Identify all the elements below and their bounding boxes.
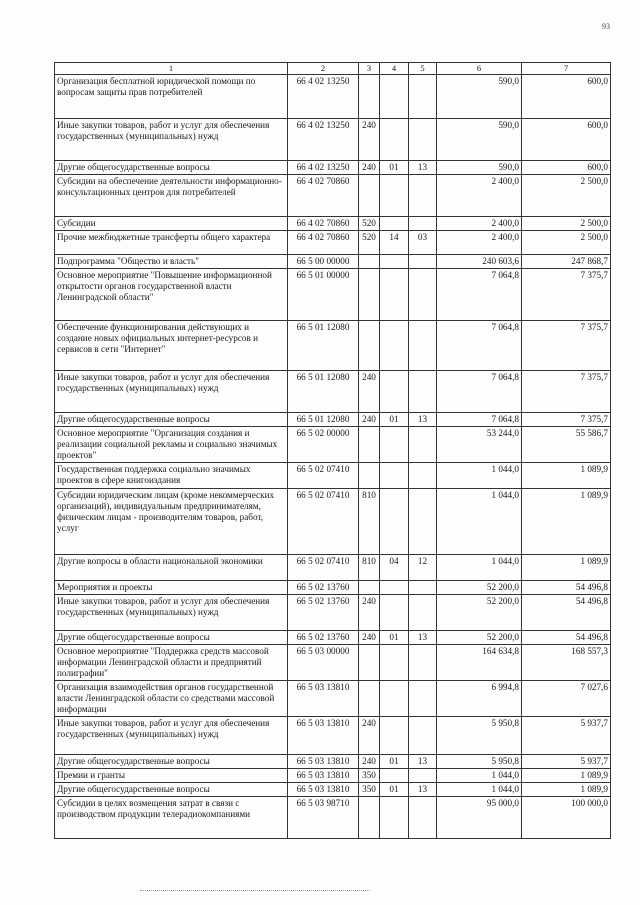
section-cell — [380, 489, 409, 555]
subsection-cell — [409, 269, 437, 321]
expense-type-cell: 240 — [359, 755, 380, 769]
amount-year1-cell: 53 244,0 — [437, 427, 522, 463]
amount-year2-cell: 100 000,0 — [522, 797, 611, 839]
amount-year1-cell: 6 994,8 — [437, 681, 522, 717]
amount-year2-cell: 54 496,8 — [522, 595, 611, 631]
expense-type-cell: 810 — [359, 555, 380, 581]
item-name-cell: Субсидии на обеспечение деятельности информационно-консультационных центров для потребителей — [55, 175, 288, 217]
expense-type-cell — [359, 681, 380, 717]
amount-year2-cell: 600,0 — [522, 161, 611, 175]
table-row — [55, 797, 611, 839]
table-row — [55, 555, 611, 581]
amount-year1-cell: 95 000,0 — [437, 797, 522, 839]
budget-table — [54, 62, 611, 839]
amount-year2-cell: 5 937,7 — [522, 755, 611, 769]
amount-year1-cell: 590,0 — [437, 161, 522, 175]
target-code-cell: 66 5 02 00000 — [288, 427, 359, 463]
section-cell — [380, 769, 409, 783]
table-row — [55, 769, 611, 783]
amount-year1-cell: 2 400,0 — [437, 231, 522, 255]
target-code-cell: 66 4 02 70860 — [288, 175, 359, 217]
target-code-cell: 66 4 02 70860 — [288, 231, 359, 255]
subsection-cell: 13 — [409, 161, 437, 175]
section-cell — [380, 175, 409, 217]
section-cell — [380, 681, 409, 717]
subsection-cell: 03 — [409, 231, 437, 255]
item-name-cell: Государственная поддержка социально значимых проектов в сфере книгоиздания — [55, 463, 288, 489]
subsection-cell — [409, 595, 437, 631]
target-code-cell: 66 5 02 13760 — [288, 595, 359, 631]
target-code-cell: 66 5 03 13810 — [288, 717, 359, 755]
amount-year2-cell: 7 375,7 — [522, 413, 611, 427]
expense-type-cell — [359, 427, 380, 463]
target-code-cell: 66 5 01 12080 — [288, 413, 359, 427]
item-name-cell: Другие вопросы в области национальной экономики — [55, 555, 288, 581]
section-cell: 14 — [380, 231, 409, 255]
target-code-cell: 66 5 00 00000 — [288, 255, 359, 269]
amount-year1-cell: 7 064,8 — [437, 321, 522, 371]
expense-type-cell: 240 — [359, 631, 380, 645]
section-cell — [380, 595, 409, 631]
amount-year1-cell: 52 200,0 — [437, 595, 522, 631]
amount-year2-cell: 2 500,0 — [522, 175, 611, 217]
section-cell: 01 — [380, 755, 409, 769]
section-cell: 04 — [380, 555, 409, 581]
expense-type-cell — [359, 797, 380, 839]
expense-type-cell — [359, 175, 380, 217]
subsection-cell — [409, 321, 437, 371]
table-row — [55, 681, 611, 717]
expense-type-cell — [359, 75, 380, 119]
table-row — [55, 463, 611, 489]
amount-year2-cell: 1 089,9 — [522, 769, 611, 783]
table-row — [55, 717, 611, 755]
subsection-cell — [409, 645, 437, 681]
item-name-cell: Другие общегосударственные вопросы — [55, 631, 288, 645]
item-name-cell: Другие общегосударственные вопросы — [55, 783, 288, 797]
amount-year2-cell: 2 500,0 — [522, 231, 611, 255]
expense-type-cell — [359, 269, 380, 321]
expense-type-cell — [359, 255, 380, 269]
amount-year1-cell: 1 044,0 — [437, 769, 522, 783]
subsection-cell: 13 — [409, 755, 437, 769]
section-cell — [380, 717, 409, 755]
item-name-cell: Субсидии юридическим лицам (кроме некоммерческих организаций), индивидуальным предпринимателям, физическим лицам - производителям товаров, работ, услуг — [55, 489, 288, 555]
section-cell — [380, 797, 409, 839]
table-row — [55, 255, 611, 269]
section-cell: 01 — [380, 783, 409, 797]
target-code-cell: 66 5 02 07410 — [288, 489, 359, 555]
section-cell — [380, 427, 409, 463]
item-name-cell: Другие общегосударственные вопросы — [55, 413, 288, 427]
section-cell — [380, 255, 409, 269]
target-code-cell: 66 5 02 07410 — [288, 555, 359, 581]
expense-type-cell: 240 — [359, 161, 380, 175]
amount-year2-cell: 600,0 — [522, 119, 611, 161]
amount-year1-cell: 7 064,8 — [437, 269, 522, 321]
item-name-cell: Организация взаимодействия органов государственной власти Ленинградской области со средствами массовой информации — [55, 681, 288, 717]
amount-year2-cell: 5 937,7 — [522, 717, 611, 755]
amount-year1-cell: 52 200,0 — [437, 631, 522, 645]
table-row — [55, 581, 611, 595]
amount-year2-cell: 7 375,7 — [522, 321, 611, 371]
subsection-cell — [409, 717, 437, 755]
target-code-cell: 66 4 02 70860 — [288, 217, 359, 231]
item-name-cell: Премии и гранты — [55, 769, 288, 783]
amount-year1-cell: 2 400,0 — [437, 175, 522, 217]
item-name-cell: Основное мероприятие "Повышение информационной открытости органов государственной власти Ленинградской области" — [55, 269, 288, 321]
target-code-cell: 66 5 03 13810 — [288, 681, 359, 717]
table-row — [55, 269, 611, 321]
expense-type-cell: 520 — [359, 217, 380, 231]
section-cell — [380, 119, 409, 161]
table-row — [55, 161, 611, 175]
subsection-cell: 13 — [409, 413, 437, 427]
amount-year2-cell: 54 496,8 — [522, 581, 611, 595]
target-code-cell: 66 5 02 13760 — [288, 581, 359, 595]
column-header: 6 — [437, 63, 522, 75]
header-row — [55, 63, 611, 75]
target-code-cell: 66 4 02 13250 — [288, 161, 359, 175]
amount-year1-cell: 5 950,8 — [437, 755, 522, 769]
subsection-cell — [409, 581, 437, 595]
target-code-cell: 66 5 03 13810 — [288, 783, 359, 797]
subsection-cell — [409, 255, 437, 269]
section-cell — [380, 321, 409, 371]
expense-type-cell: 240 — [359, 595, 380, 631]
expense-type-cell — [359, 463, 380, 489]
amount-year1-cell: 1 044,0 — [437, 489, 522, 555]
subsection-cell — [409, 769, 437, 783]
amount-year2-cell: 1 089,9 — [522, 489, 611, 555]
column-header: 1 — [55, 63, 288, 75]
item-name-cell: Мероприятия и проекты — [55, 581, 288, 595]
page-number: 93 — [602, 22, 610, 31]
table-row — [55, 371, 611, 413]
section-cell — [380, 463, 409, 489]
target-code-cell: 66 5 02 07410 — [288, 463, 359, 489]
item-name-cell: Иные закупки товаров, работ и услуг для обеспечения государственных (муниципальных) нужд — [55, 119, 288, 161]
amount-year2-cell: 1 089,9 — [522, 463, 611, 489]
column-header: 5 — [409, 63, 437, 75]
table-row — [55, 631, 611, 645]
expense-type-cell — [359, 645, 380, 681]
amount-year1-cell: 5 950,8 — [437, 717, 522, 755]
table-row — [55, 119, 611, 161]
amount-year2-cell: 7 375,7 — [522, 269, 611, 321]
expense-type-cell — [359, 581, 380, 595]
amount-year1-cell: 590,0 — [437, 75, 522, 119]
item-name-cell: Другие общегосударственные вопросы — [55, 161, 288, 175]
section-cell — [380, 581, 409, 595]
subsection-cell — [409, 681, 437, 717]
table-row — [55, 427, 611, 463]
section-cell — [380, 75, 409, 119]
subsection-cell — [409, 175, 437, 217]
item-name-cell: Обеспечение функционирования действующих и создание новых официальных интернет-ресурсов и сервисов в сети "Интернет" — [55, 321, 288, 371]
target-code-cell: 66 5 02 13760 — [288, 631, 359, 645]
amount-year2-cell: 55 586,7 — [522, 427, 611, 463]
target-code-cell: 66 4 02 13250 — [288, 75, 359, 119]
table-body — [55, 75, 611, 839]
item-name-cell: Прочие межбюджетные трансферты общего характера — [55, 231, 288, 255]
item-name-cell: Иные закупки товаров, работ и услуг для обеспечения государственных (муниципальных) нужд — [55, 717, 288, 755]
target-code-cell: 66 5 03 98710 — [288, 797, 359, 839]
expense-type-cell: 350 — [359, 769, 380, 783]
target-code-cell: 66 4 02 13250 — [288, 119, 359, 161]
section-cell: 01 — [380, 161, 409, 175]
expense-type-cell: 240 — [359, 717, 380, 755]
subsection-cell — [409, 463, 437, 489]
amount-year1-cell: 240 603,6 — [437, 255, 522, 269]
amount-year2-cell: 600,0 — [522, 75, 611, 119]
item-name-cell: Иные закупки товаров, работ и услуг для обеспечения государственных (муниципальных) нужд — [55, 371, 288, 413]
item-name-cell: Подпрограмма "Общество и власть" — [55, 255, 288, 269]
amount-year1-cell: 52 200,0 — [437, 581, 522, 595]
item-name-cell: Субсидии — [55, 217, 288, 231]
target-code-cell: 66 5 03 13810 — [288, 769, 359, 783]
expense-type-cell: 810 — [359, 489, 380, 555]
expense-type-cell: 350 — [359, 783, 380, 797]
table-row — [55, 783, 611, 797]
subsection-cell — [409, 427, 437, 463]
section-cell: 01 — [380, 631, 409, 645]
amount-year2-cell: 1 089,9 — [522, 783, 611, 797]
amount-year1-cell: 164 634,8 — [437, 645, 522, 681]
amount-year1-cell: 7 064,8 — [437, 413, 522, 427]
amount-year1-cell: 1 044,0 — [437, 555, 522, 581]
target-code-cell: 66 5 03 00000 — [288, 645, 359, 681]
item-name-cell: Субсидии в целях возмещения затрат в связи с производством продукции телерадиокомпаниями — [55, 797, 288, 839]
amount-year1-cell: 1 044,0 — [437, 463, 522, 489]
subsection-cell — [409, 217, 437, 231]
amount-year1-cell: 2 400,0 — [437, 217, 522, 231]
column-header: 4 — [380, 63, 409, 75]
table-row — [55, 217, 611, 231]
table-row — [55, 645, 611, 681]
table-row — [55, 489, 611, 555]
table-row — [55, 321, 611, 371]
table-row — [55, 75, 611, 119]
item-name-cell: Основное мероприятие "Организация создания и реализации социальной рекламы и социально значимых проектов" — [55, 427, 288, 463]
section-cell — [380, 217, 409, 231]
section-cell — [380, 371, 409, 413]
amount-year2-cell: 2 500,0 — [522, 217, 611, 231]
subsection-cell — [409, 119, 437, 161]
section-cell: 01 — [380, 413, 409, 427]
column-header: 7 — [522, 63, 611, 75]
table-row — [55, 231, 611, 255]
amount-year1-cell: 1 044,0 — [437, 783, 522, 797]
subsection-cell — [409, 371, 437, 413]
scan-artifact-line — [140, 890, 370, 892]
section-cell — [380, 269, 409, 321]
amount-year1-cell: 590,0 — [437, 119, 522, 161]
subsection-cell — [409, 797, 437, 839]
amount-year2-cell: 1 089,9 — [522, 555, 611, 581]
subsection-cell — [409, 489, 437, 555]
section-cell — [380, 645, 409, 681]
expense-type-cell — [359, 321, 380, 371]
table-row — [55, 595, 611, 631]
expense-type-cell: 240 — [359, 371, 380, 413]
amount-year2-cell: 168 557,3 — [522, 645, 611, 681]
amount-year2-cell: 247 868,7 — [522, 255, 611, 269]
item-name-cell: Организация бесплатной юридической помощи по вопросам защиты прав потребителей — [55, 75, 288, 119]
expense-type-cell: 240 — [359, 119, 380, 161]
column-header: 2 — [288, 63, 359, 75]
expense-type-cell: 240 — [359, 413, 380, 427]
subsection-cell: 13 — [409, 631, 437, 645]
subsection-cell — [409, 75, 437, 119]
item-name-cell: Основное мероприятие "Поддержка средств массовой информации Ленинградской области и предприятий полиграфии" — [55, 645, 288, 681]
target-code-cell: 66 5 01 12080 — [288, 321, 359, 371]
target-code-cell: 66 5 01 12080 — [288, 371, 359, 413]
subsection-cell: 12 — [409, 555, 437, 581]
table-row — [55, 413, 611, 427]
item-name-cell: Другие общегосударственные вопросы — [55, 755, 288, 769]
table-row — [55, 175, 611, 217]
amount-year2-cell: 7 375,7 — [522, 371, 611, 413]
amount-year2-cell: 7 027,6 — [522, 681, 611, 717]
target-code-cell: 66 5 03 13810 — [288, 755, 359, 769]
table-row — [55, 755, 611, 769]
item-name-cell: Иные закупки товаров, работ и услуг для обеспечения государственных (муниципальных) нужд — [55, 595, 288, 631]
target-code-cell: 66 5 01 00000 — [288, 269, 359, 321]
expense-type-cell: 520 — [359, 231, 380, 255]
amount-year1-cell: 7 064,8 — [437, 371, 522, 413]
amount-year2-cell: 54 496,8 — [522, 631, 611, 645]
subsection-cell: 13 — [409, 783, 437, 797]
column-header: 3 — [359, 63, 380, 75]
